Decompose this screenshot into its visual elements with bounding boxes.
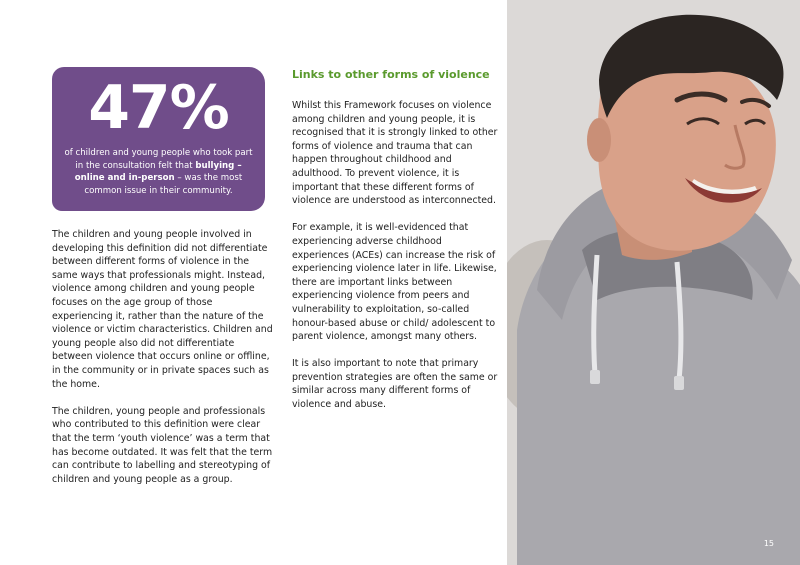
stat-caption-bold: bullying – online and in-person [74, 160, 242, 183]
right-paragraph-1: Whilst this Framework focuses on violence among children and young people, it is recognised that it is strongly linked to other forms of violence and trauma that can happen throughout childhood and adulthood. To prevent violence, it is important that these different forms of violence are understood as interconnected. [292, 100, 498, 207]
right-paragraph-2: For example, it is well-evidenced that experiencing adverse childhood experiences (ACEs) can increase the risk of experiencing violence later in life. Likewise, there are important links between experiencing violence from peers and vulnerability to exploitation, so-called honour-based abuse or child/ adolescent to parent violence, amongst many others. [292, 222, 497, 343]
stat-callout-box [52, 67, 265, 211]
smiling-teen-illustration [507, 0, 800, 565]
left-paragraph-1: The children and young people involved in developing this definition did not differentiate between different forms of violence in the same ways that professionals might. Instead, violence among children and young people focuses on the age group of those experiencing it, rather than the nature of the violence or victim characteristics. Children and young people also did not differentiate between violence that occurs online or offline, in the community or in private spaces such as the home. [52, 229, 273, 390]
portrait-photo [507, 0, 800, 565]
stat-caption-end: – was the most common issue in their community. [84, 173, 243, 196]
right-paragraph-3: It is also important to note that primary prevention strategies are often the same or similar across many different forms of violence and abuse. [292, 358, 498, 411]
stat-number: 47% [88, 73, 229, 143]
right-column [292, 68, 500, 425]
section-heading: Links to other forms of violence [292, 68, 490, 81]
page-number: 15 [763, 539, 774, 548]
left-column [52, 228, 274, 500]
left-paragraph-2: The children, young people and professionals who contributed to this definition were clear that the term ‘youth violence’ was a term that has become outdated. It was felt that the term can contribute to labelling and stereotyping of children and young people as a group. [52, 405, 273, 485]
stat-caption [60, 147, 257, 197]
stat-caption-start: of children and young people who took part in the consultation felt that [64, 148, 253, 171]
